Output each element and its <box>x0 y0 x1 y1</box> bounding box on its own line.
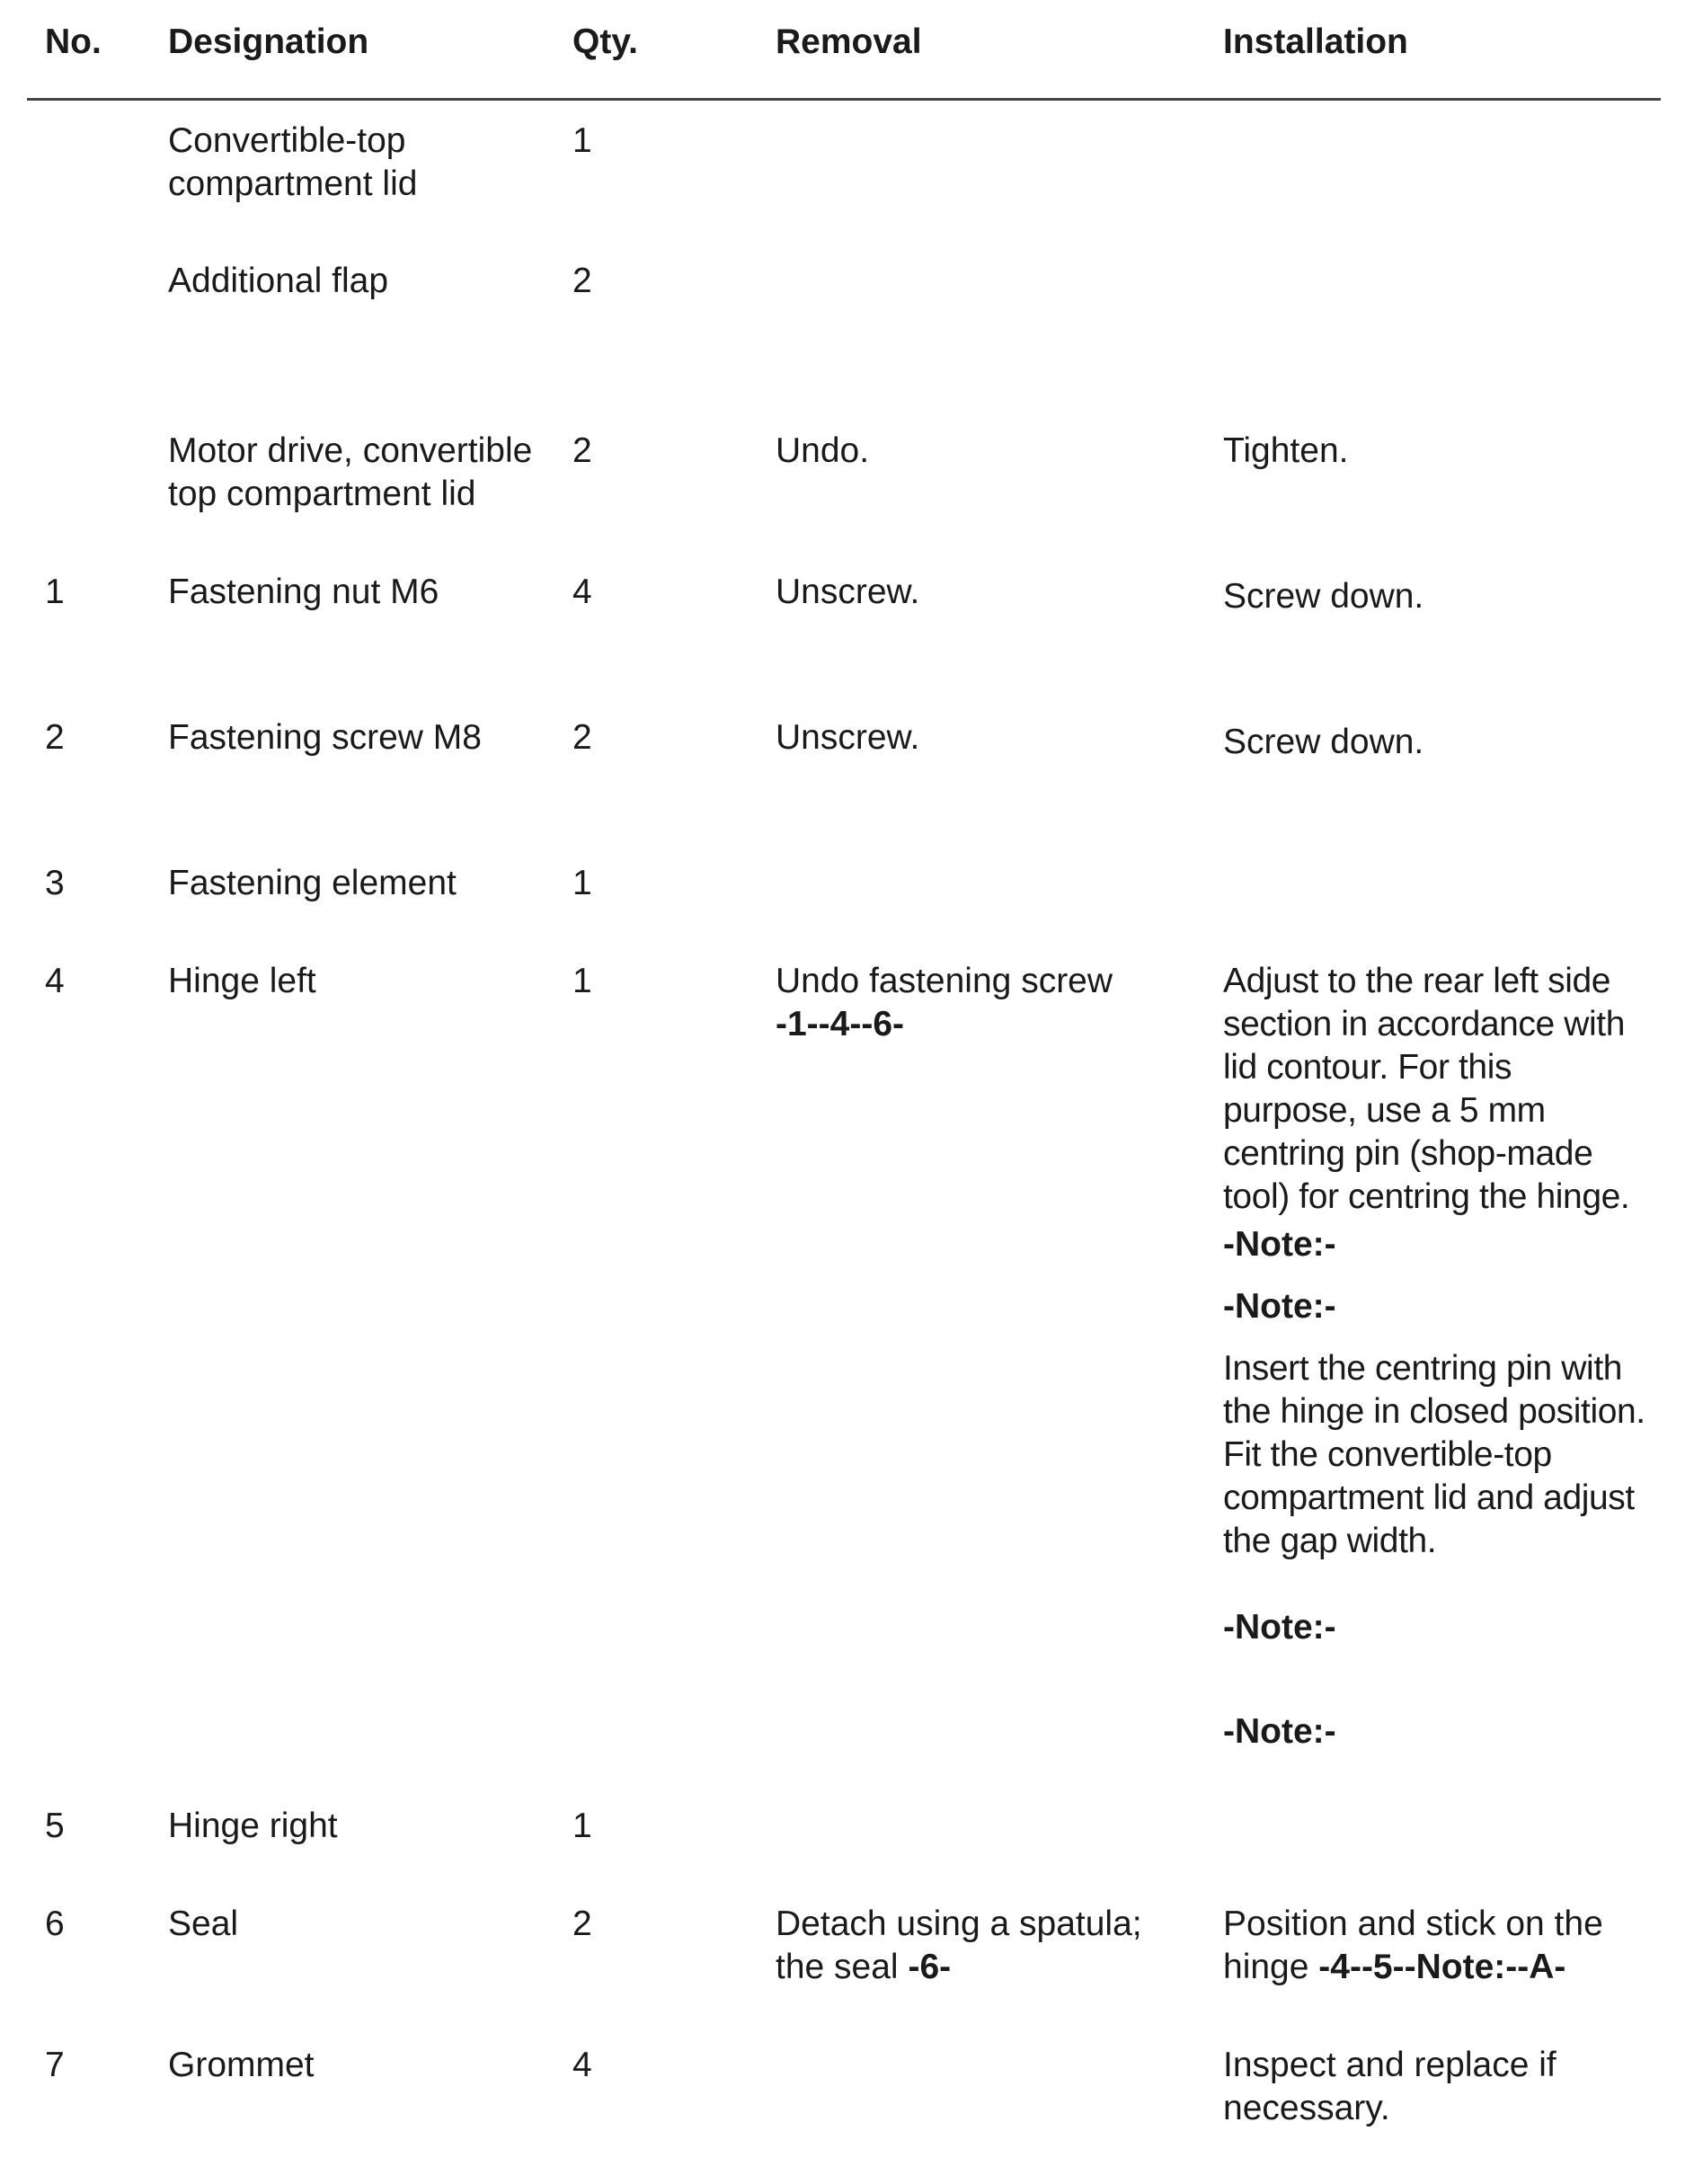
row-no: 3 <box>45 864 65 902</box>
header-installation: Installation <box>1223 22 1408 61</box>
row-no: 4 <box>45 962 65 1000</box>
header-qty: Qty. <box>572 22 638 61</box>
row-no: 5 <box>45 1807 65 1845</box>
header-no: No. <box>45 22 102 61</box>
row-qty: 2 <box>572 431 592 470</box>
installation-reference: -4--5--Note:--A- <box>1318 1948 1566 1986</box>
row-designation: Seal <box>168 1904 239 1943</box>
row-no: 1 <box>45 573 65 611</box>
row-qty: 1 <box>572 121 592 160</box>
row-qty: 2 <box>572 1904 592 1943</box>
row-installation-note-2: -Note:- <box>1223 1287 1336 1326</box>
row-designation: Grommet <box>168 2046 315 2084</box>
row-installation: Screw down. <box>1223 723 1424 761</box>
row-qty: 2 <box>572 262 592 300</box>
row-removal: Undo. <box>776 431 870 470</box>
header-divider <box>27 98 1661 101</box>
row-installation: Tighten. <box>1223 431 1349 470</box>
header-designation: Designation <box>168 22 369 61</box>
row-installation-text-1: Adjust to the rear left side section in accordance with lid contour. For this purpose, use a 5 mm centring pin (shop-made tool) for centring the hinge. <box>1223 962 1630 1216</box>
row-designation: Motor drive, convertible top compartment lid <box>168 431 533 513</box>
removal-reference: -6- <box>908 1948 952 1986</box>
row-qty: 4 <box>572 573 592 611</box>
removal-reference: -1--4--6- <box>776 1005 904 1043</box>
row-installation-text-2: Insert the centring pin with the hinge in closed position. Fit the convertible-top compartment lid and adjust the gap width. <box>1223 1349 1645 1560</box>
row-designation: Additional flap <box>168 262 389 300</box>
row-removal <box>776 960 1198 1046</box>
row-designation: Fastening nut M6 <box>168 573 439 611</box>
removal-text: Detach using a spatula; the seal <box>776 1904 1142 1986</box>
row-designation: Convertible-top compartment lid <box>168 121 418 203</box>
row-qty: 1 <box>572 864 592 902</box>
removal-text: Undo fastening screw <box>776 962 1113 1000</box>
row-qty: 1 <box>572 962 592 1000</box>
row-qty: 2 <box>572 718 592 757</box>
row-installation-note-4: -Note:- <box>1223 1712 1336 1751</box>
row-removal <box>776 1903 1198 1989</box>
row-designation: Fastening element <box>168 864 457 902</box>
header-removal: Removal <box>776 22 922 61</box>
row-qty: 4 <box>572 2046 592 2084</box>
row-installation-note-3: -Note:- <box>1223 1608 1336 1647</box>
row-no: 6 <box>45 1904 65 1943</box>
installation-text: Position and stick on the hinge <box>1223 1904 1603 1986</box>
row-no: 7 <box>45 2046 65 2084</box>
row-installation: Inspect and replace if necessary. <box>1223 2046 1557 2127</box>
row-no: 2 <box>45 718 65 757</box>
row-designation: Fastening screw M8 <box>168 718 482 757</box>
row-installation <box>1223 1903 1645 1989</box>
row-removal: Unscrew. <box>776 718 920 757</box>
row-installation: Screw down. <box>1223 577 1424 616</box>
row-designation: Hinge right <box>168 1807 338 1845</box>
row-qty: 1 <box>572 1807 592 1845</box>
row-installation-note-1: -Note:- <box>1223 1225 1336 1264</box>
row-designation: Hinge left <box>168 962 316 1000</box>
row-removal: Unscrew. <box>776 573 920 611</box>
